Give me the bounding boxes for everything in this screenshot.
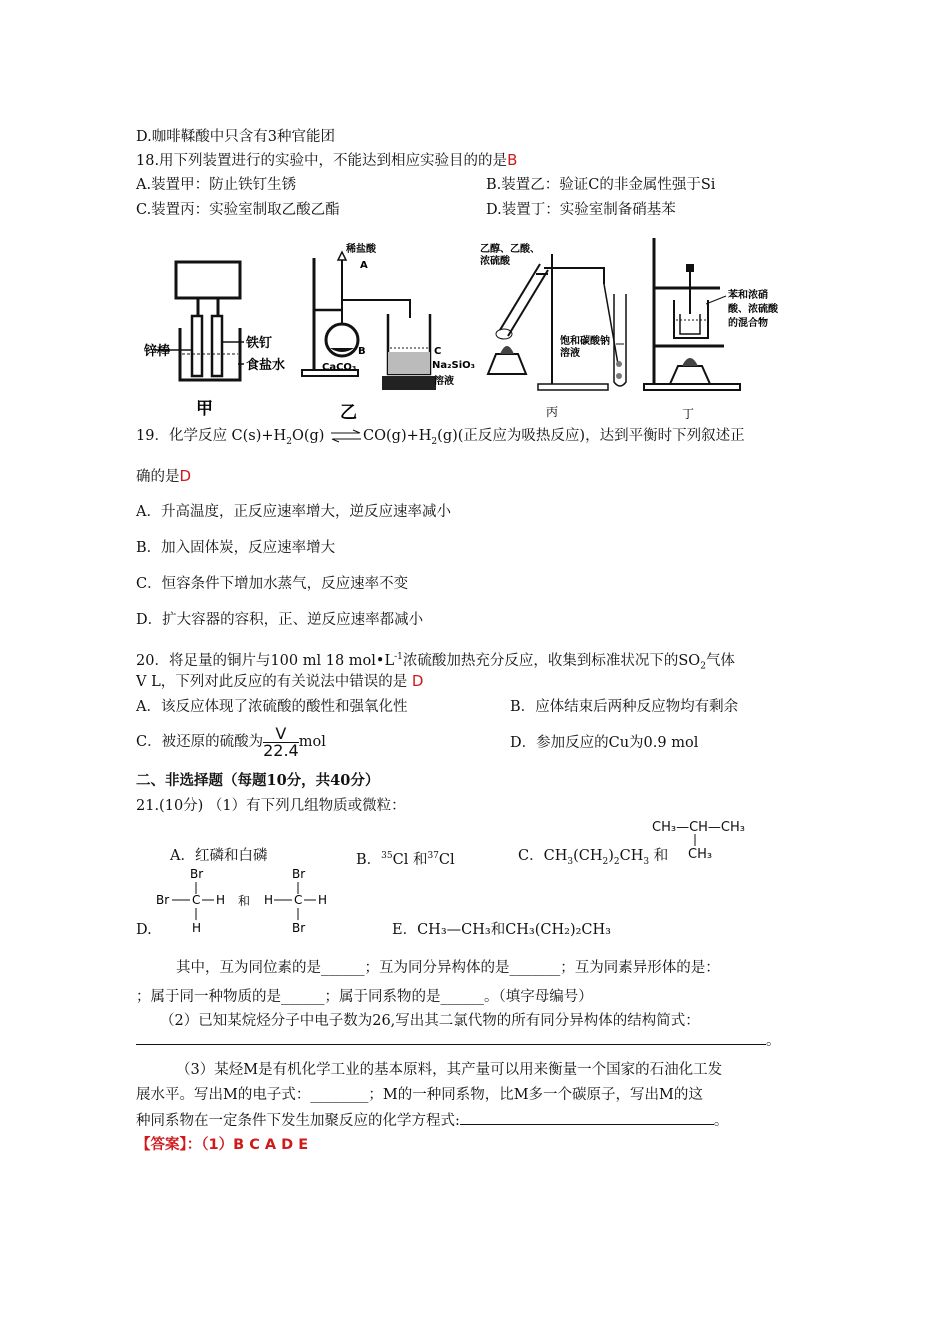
section-2-title: 二、非选择题（每题10分，共40分） <box>136 772 380 789</box>
q21-b-pre: B． <box>356 851 382 868</box>
q20-option-a: A．该反应体现了浓硫酸的酸性和强氧化性 <box>136 699 408 715</box>
caption-jia: 甲 <box>196 399 213 419</box>
label-reagents-2: 浓硫酸 <box>480 256 510 267</box>
q21-part3-text3-main: 种同系物在一定条件下发生加聚反应的化学方程式: <box>136 1113 460 1129</box>
svg-text:H: H <box>318 893 328 907</box>
q20-answer: D <box>411 672 424 690</box>
q21-part1-text2: ；属于同一种物质的是______；属于同系物的是______。（填字母编号） <box>136 989 593 1005</box>
q20-option-c <box>136 724 326 760</box>
svg-text:C: C <box>192 893 201 907</box>
q19-stem-c: CO(g)+H <box>363 428 432 444</box>
q21-c-mid: (CH <box>573 848 603 864</box>
q21-c-post: CH <box>619 848 644 864</box>
label-acid: 稀盐酸 <box>346 244 376 255</box>
q21-head: 21.(10分) （1）有下列几组物质或微粒： <box>136 798 406 814</box>
q18-answer: B <box>507 151 518 169</box>
svg-text:C: C <box>294 893 303 907</box>
fraction-numerator: V <box>263 726 299 743</box>
apparatus-ding-figure <box>640 234 800 420</box>
q19-line2 <box>136 466 191 487</box>
fraction-denominator: 22.4 <box>263 740 299 760</box>
answer-label: 【答案】： <box>136 1137 202 1153</box>
label-mix-3: 的混合物 <box>728 318 768 329</box>
q21-b-post: Cl <box>438 851 455 868</box>
q21-part3-text2: 展水平。写出M的电子式：________；M的一种同系物，比M多一个碳原子，写出M的这 <box>136 1087 703 1103</box>
label-c: C <box>434 346 442 357</box>
q20-option-b: B．应体结束后两种反应物均有剩余 <box>510 699 739 715</box>
q19-line2-text: 确的是 <box>136 469 180 485</box>
label-reagents-1: 乙醇、乙酸、 <box>480 244 540 255</box>
svg-text:H: H <box>264 893 274 907</box>
label-a: A <box>360 260 368 271</box>
q21-c-and: 和 <box>653 848 669 864</box>
q20-option-c-post: mol <box>298 734 326 750</box>
d-and: 和 <box>238 894 251 908</box>
q21-option-e: E．CH₃—CH₃和CH₃(CH₂)₂CH₃ <box>392 922 611 938</box>
q18-stem-text: 18.用下列装置进行的实验中，不能达到相应实验目的的是 <box>136 153 508 169</box>
q19-option-b: B．加入固体炭，反应速率增大 <box>136 540 336 556</box>
svg-text:H: H <box>192 921 202 935</box>
label-salt-water: 食盐水 <box>246 358 286 373</box>
apparatus-yi-figure <box>300 240 476 423</box>
svg-text:Br: Br <box>292 867 306 881</box>
caption-yi: 乙 <box>340 403 357 423</box>
answer-text: （1）B C A D E <box>201 1137 309 1153</box>
label-zinc: 锌棒 <box>144 344 171 359</box>
q20-stem-2-text: V L，下列对此反应的有关说法中错误的是 <box>136 674 408 690</box>
q18-option-b: B.装置乙：验证C的非金属性强于Si <box>486 177 716 193</box>
answer-blank-part3[interactable] <box>460 1110 714 1125</box>
label-mix-1: 苯和浓硝 <box>728 290 768 301</box>
q21-c-pre: C．CH <box>518 848 568 864</box>
q21-part2-text: （2）已知某烷烃分子中电子数为26,写出其二氯代物的所有同分异构体的结构简式： <box>160 1013 700 1029</box>
svg-text:H: H <box>216 893 226 907</box>
mass-35: 35 <box>381 851 393 861</box>
mass-37: 37 <box>427 851 439 861</box>
q21-b-mid: Cl 和 <box>392 851 428 868</box>
q19-stem: 19．化学反应 $C(s)+H_2O(g)$ $CO(g)+H_2(g)$(正反应为吸热反应)，达到平衡时下列叙述正 <box>136 428 745 447</box>
label-saturated-1: 饱和碳酸钠 <box>560 336 610 347</box>
q21-c-mid2: ) <box>608 848 614 864</box>
q21-option-b <box>356 846 455 870</box>
q20-stem-1b: 浓硫酸加热充分反应，收集到标准状况下的SO <box>402 652 701 669</box>
q18-option-d: D.装置丁：实验室制备硝基苯 <box>486 202 676 218</box>
equilibrium-arrow-icon <box>329 429 363 443</box>
isobutane-top: CH₃—CH—CH₃ <box>652 820 745 835</box>
q19-option-c: C．恒容条件下增加水蒸气，反应速率不变 <box>136 576 409 592</box>
q18-stem <box>136 150 517 171</box>
apparatus-bing-figure <box>478 244 638 420</box>
fraction <box>263 723 299 760</box>
q20-option-d: D．参加反应的Cu为0.9 mol <box>510 735 699 751</box>
svg-text:Br: Br <box>292 921 306 935</box>
q18-option-c: C.装置丙：实验室制取乙酸乙酯 <box>136 202 340 218</box>
q20-stem-2 <box>136 671 423 692</box>
q21-part3-text1: （3）某烃M是有机化学工业的基本原料，其产量可以用来衡量一个国家的石油化工发 <box>176 1062 723 1078</box>
q20-stem-1: 20．将足量的铜片与100 ml 18 $mol•L^{-1}$浓硫酸加热充分反应，收集到标准状况下的$SO_2$气体 <box>136 652 735 672</box>
q21-part1-text: 其中，互为同位素的是______；互为同分异构体的是_______；互为同素异形体的是： <box>176 960 720 976</box>
q17-option-d: D.咖啡鞣酸中只含有3种官能团 <box>136 129 335 145</box>
q19-stem-d: (g)(正反应为吸热反应)，达到平衡时下列叙述正 <box>437 428 745 444</box>
label-nail: 铁钉 <box>246 336 273 351</box>
q21-answer <box>136 1135 308 1155</box>
apparatus-jia-figure <box>140 238 300 418</box>
answer-blank-part2[interactable] <box>136 1030 766 1045</box>
label-na2sio3: Na₂SiO₃ <box>432 360 476 371</box>
svg-text:Br: Br <box>190 867 204 881</box>
q19-option-a: A．升高温度，正反应速率增大，逆反应速率减小 <box>136 504 451 520</box>
svg-text:Br: Br <box>156 893 170 907</box>
q19-answer: D <box>179 467 192 485</box>
label-solution: 溶液 <box>434 376 454 387</box>
q21-option-d-label: D. <box>136 922 152 938</box>
label-b: B <box>358 346 366 357</box>
q18-option-a: A.装置甲：防止铁钉生锈 <box>136 177 297 193</box>
q19-option-d: D．扩大容器的容积，正、逆反应速率都减小 <box>136 612 424 628</box>
q21-option-a: A．红磷和白磷 <box>170 848 268 864</box>
q20-stem-1a: 20．将足量的铜片与100 ml 18 mol•L <box>136 652 395 669</box>
dibromomethane-structures <box>150 866 340 938</box>
q20-option-c-pre: C．被还原的硫酸为 <box>136 734 264 750</box>
q19-stem-b: O(g) <box>291 428 325 444</box>
caption-ding: 丁 <box>682 407 695 421</box>
q21-option-c: C．$CH_3(CH_2)_2CH_3$ 和 <box>518 848 669 867</box>
label-mix-2: 酸、浓硫酸 <box>728 304 778 315</box>
q20-stem-1c: 气体 <box>705 652 735 669</box>
caption-bing: 丙 <box>546 405 559 419</box>
label-saturated-2: 溶液 <box>560 348 580 359</box>
q21-part3-text3: 种同系物在一定条件下发生加聚反应的化学方程式: 。 <box>136 1110 728 1131</box>
q19-stem-a: 19．化学反应 C(s)+H <box>136 428 287 444</box>
isobutane-bottom: CH₃ <box>688 847 713 862</box>
label-caco3: CaCO₃ <box>322 362 357 373</box>
q21-part2-answer-line[interactable]: 。 <box>136 1030 781 1051</box>
